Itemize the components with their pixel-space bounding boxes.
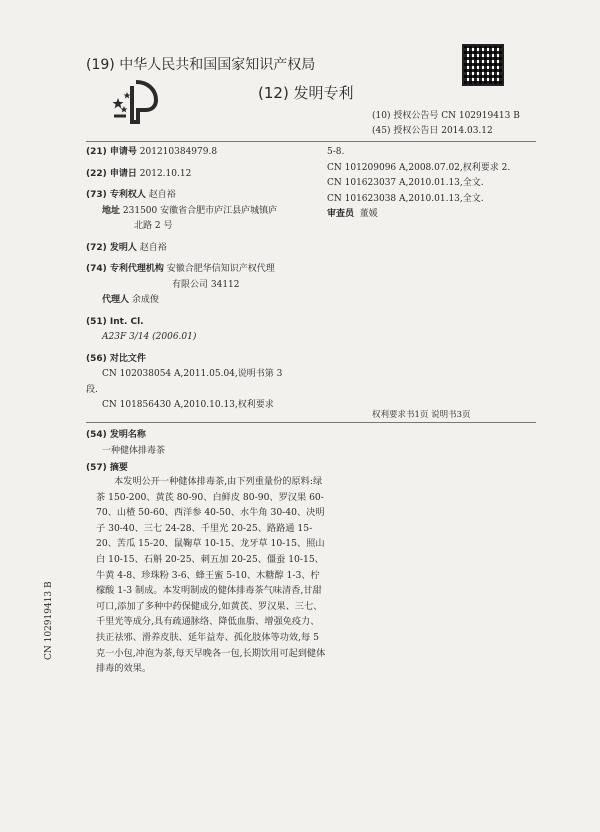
examiner-label: 审查员 [327, 209, 355, 219]
agency-label: (74) 专利代理机构 [86, 264, 164, 274]
document-kind: (12) 发明专利 [258, 84, 354, 102]
app-date: 2012.10.12 [139, 168, 192, 179]
abstract-text: 本发明公开一种健体排毒茶,由下列重量份的原料:绿茶 150-200、黄芪 80-90、白鲜皮 80-90、罗汉果 60-70、山楂 50-60、西洋参 40-50、水牛角 30-40、决明子 30-40、三七 24-28、千里光 20-25、路路通 15-20、苦瓜 15-20、鼠鞠草 10-15、龙牙草 10-15、照山白 10-15、石斛 20-25、刺五加 20-25、僵蚕 10-15、牛黄 4-8、珍珠粉 3-6、蜂王蜜 5-10、木糖醇 1-3、柠檬酸 1-3 制成。本发明制成的健体排毒茶气味清香,甘甜可口,添加了多种中药保健成分,如黄芪、罗汉果、三七、千里光等成分,具有疏通脉络、降低血脂、增强免疫力、扶正祛邪、滑养皮肤、延年益寿、孤化肢体等功效,每 5 克一小包,冲泡为茶,每天早晚各一包,长期饮用可起到健体排毒的效果。 [96, 476, 326, 675]
side-publication-number: CN 102919413 B [44, 581, 54, 660]
ref-2-cont: 5-8. [327, 147, 345, 157]
app-no: 201210384979.8 [139, 147, 218, 157]
agent-label: 代理人 [102, 295, 130, 305]
ref-5: CN 101623038 A,2010.01.13,全文. [327, 193, 484, 204]
header-divider [86, 141, 536, 142]
page-count: 权利要求书1页 说明书3页 [372, 410, 471, 420]
addr-line-2: 北路 2 号 [134, 221, 173, 231]
bibliographic-right [327, 145, 557, 223]
pub-date-label: (45) 授权公告日 [372, 126, 439, 136]
pub-date: 2014.03.12 [441, 126, 493, 136]
agency-line-2: 有限公司 34112 [172, 279, 240, 290]
publication-info [372, 109, 520, 139]
ref-2: CN 101856430 A,2010.10.13,权利要求 [102, 400, 274, 410]
addr-label: 地址 [102, 205, 121, 216]
ref-1-cont: 段. [86, 384, 98, 395]
refs-label: (56) 对比文件 [86, 353, 146, 364]
intcl-label: (51) Int. Cl. [86, 316, 144, 327]
ref-4: CN 101623037 A,2010.01.13,全文. [327, 178, 484, 188]
ref-3: CN 101209096 A,2008.07.02,权利要求 2. [327, 162, 511, 173]
holder: 赵自裕 [148, 190, 176, 200]
title-label: (54) 发明名称 [86, 430, 146, 440]
inventor: 赵自裕 [139, 242, 167, 253]
ref-1: CN 102038054 A,2011.05.04,说明书第 3 [102, 369, 283, 379]
section-divider [86, 422, 536, 423]
pub-no: CN 102919413 B [441, 111, 520, 121]
abstract-label: (57) 摘要 [86, 463, 128, 473]
inventor-label: (72) 发明人 [86, 242, 137, 253]
holder-label: (73) 专利权人 [86, 190, 146, 200]
invention-section [86, 428, 316, 477]
qr-code-icon [462, 44, 504, 86]
app-no-label: (21) 申请号 [86, 147, 137, 157]
intcl-code: A23F 3/14 (2006.01) [102, 332, 197, 342]
pub-no-label: (10) 授权公告号 [372, 111, 439, 121]
agency-line-1: 安徽合肥华信知识产权代理 [166, 264, 275, 274]
examiner: 董媛 [359, 209, 378, 219]
addr-line-1: 231500 安徽省合肥市庐江县庐城镇庐 [122, 205, 278, 216]
issuing-office: (19) 中华人民共和国国家知识产权局 [86, 57, 316, 73]
app-date-label: (22) 申请日 [86, 168, 137, 179]
invention-title: 一种健体排毒茶 [102, 445, 166, 456]
agent: 余成俊 [131, 295, 159, 305]
cnipa-logo-icon [108, 76, 164, 126]
bibliographic-left [86, 145, 316, 414]
